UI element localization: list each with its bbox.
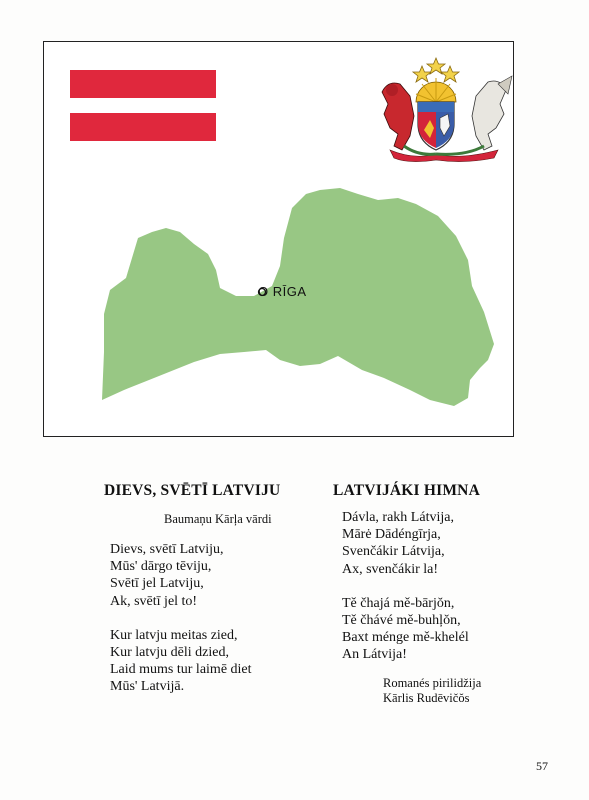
verse-line: Kur latvju meitas zied, — [110, 627, 238, 643]
latvian-anthem-title: DIEVS, SVĒTĪ LATVIJU — [104, 482, 281, 499]
verse-line: Mūs' dārgo tēviju, — [110, 559, 212, 575]
flag-stripe-top — [70, 70, 216, 98]
verse-line: Laid mums tur laimē diet — [110, 662, 252, 678]
verse-line: Mārė Dādéngīrja, — [342, 527, 441, 543]
credit-line: Kārlis Rudēvičŏs — [383, 690, 470, 705]
verse-line: Tě čhajá mě-bārjŏn, — [342, 595, 455, 611]
page-number: 57 — [536, 759, 548, 773]
latvian-anthem-column — [104, 482, 304, 696]
latvia-coat-of-arms-icon — [374, 54, 514, 162]
city-label-riga: O RĪGA — [258, 284, 307, 299]
verse-line: Mūs' Latvijā. — [110, 679, 185, 695]
map-panel — [43, 41, 514, 437]
verse-line: Ak, svētī jel to! — [110, 593, 198, 609]
verse-line: Ax, svenčákir la! — [342, 561, 439, 577]
romani-stanza-2 — [342, 595, 533, 664]
verse-line: Baxt ménge mě-khelél — [342, 630, 469, 646]
verse-line: Tě čhávé mě-buhļŏn, — [342, 613, 461, 629]
verse-line: Dievs, svētī Latviju, — [110, 542, 224, 557]
latvian-stanza-1 — [110, 541, 304, 610]
translation-credit — [383, 676, 533, 706]
romani-stanza-1 — [342, 509, 533, 578]
verse-line: Svētī jel Latviju, — [110, 576, 204, 592]
romani-anthem-title: LATVIJÁKI HIMNA — [333, 482, 480, 499]
romani-anthem-column — [333, 482, 533, 706]
verse-line: Kur latvju dēli dzied, — [110, 645, 229, 661]
verse-line: Svenčákir Látvija, — [342, 544, 445, 560]
verse-line: An Látvija! — [342, 647, 407, 663]
flag-stripe-bottom — [70, 113, 216, 141]
lyrics-author: Baumaņu Kārļa vārdi — [164, 512, 272, 526]
verse-line: Dávla, rakh Látvija, — [342, 510, 454, 525]
credit-line: Romanés pirilidžija — [383, 675, 482, 690]
latvian-stanza-2 — [110, 627, 304, 696]
latvian-flag — [70, 70, 216, 141]
